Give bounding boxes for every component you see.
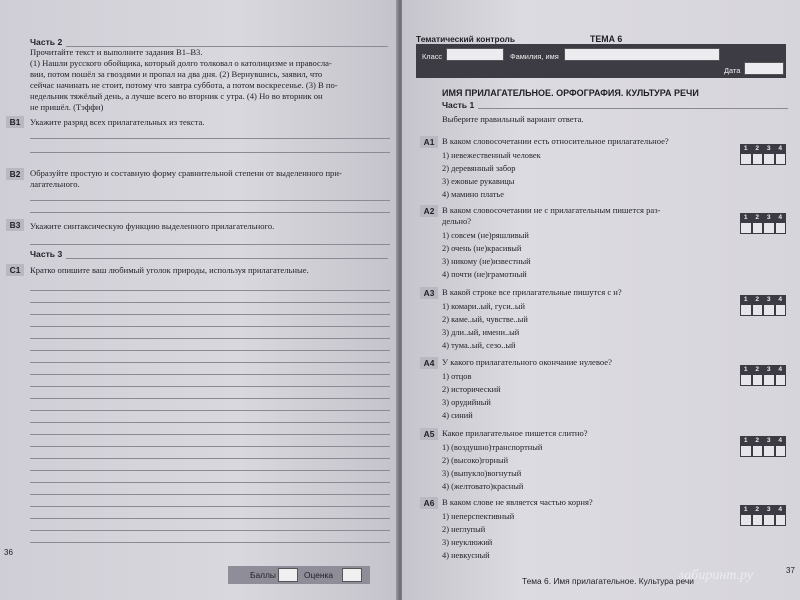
answer-grid [740, 295, 786, 317]
answer-digit: 4 [778, 366, 783, 373]
answer-digit: 4 [778, 214, 783, 221]
question-text: дельно? [442, 216, 472, 226]
answer-option[interactable]: 3) дли..ый, имени..ый [442, 328, 520, 337]
answer-option[interactable]: 1) неперспективный [442, 512, 515, 521]
question-tag: А4 [420, 357, 438, 369]
answer-digit: 4 [778, 437, 783, 444]
task-tag-b1: В1 [6, 116, 24, 128]
answer-cell[interactable] [764, 446, 774, 456]
answer-grid [740, 144, 786, 166]
answer-option[interactable]: 2) очень (не)красивый [442, 244, 522, 253]
score-box[interactable] [278, 568, 298, 582]
answer-line [30, 350, 390, 351]
answer-line [30, 506, 390, 507]
passage-line: сейчас начинать не стоит, потому что завтра суббота, а потом воскресенье. (3) В по- [30, 80, 338, 90]
answer-cell[interactable] [753, 515, 763, 525]
grade-box[interactable] [342, 568, 362, 582]
answer-option[interactable]: 4) синий [442, 411, 473, 420]
answer-option[interactable]: 1) (воздушно)транспортный [442, 443, 543, 452]
page-title: ИМЯ ПРИЛАГАТЕЛЬНОЕ. ОРФОГРАФИЯ. КУЛЬТУРА РЕЧИ [442, 88, 699, 98]
question-tag: А6 [420, 497, 438, 509]
answer-line [30, 542, 390, 543]
watermark: лабиринт.ру [678, 568, 754, 583]
answer-digit: 2 [755, 296, 760, 303]
answer-digit: 1 [743, 296, 748, 303]
answer-cell[interactable] [764, 515, 774, 525]
answer-cell[interactable] [764, 154, 774, 164]
answer-option[interactable]: 3) ежовые рукавицы [442, 177, 515, 186]
answer-digit: 2 [755, 145, 760, 152]
question-text: В каком словосочетании есть относительное прилагательное? [442, 136, 669, 146]
answer-cell[interactable] [764, 305, 774, 315]
date-field[interactable] [744, 62, 784, 75]
question-text: У какого прилагательного окончание нулевое? [442, 357, 612, 367]
question-tag: А1 [420, 136, 438, 148]
passage-line: не пришёл. (Тэффи) [30, 102, 104, 112]
answer-line [30, 434, 390, 435]
answer-cell[interactable] [776, 154, 786, 164]
answer-line [30, 446, 390, 447]
answer-cell[interactable] [764, 375, 774, 385]
answer-line [30, 518, 390, 519]
task-b2-line: Образуйте простую и составную форму сравнительной степени от выделенного при- [30, 168, 342, 178]
answer-digit: 4 [778, 296, 783, 303]
answer-line [30, 338, 390, 339]
answer-cell[interactable] [753, 154, 763, 164]
answer-option[interactable]: 3) орудийный [442, 398, 491, 407]
answer-digit: 3 [766, 366, 771, 373]
answer-cell[interactable] [741, 375, 751, 385]
answer-digit: 1 [743, 366, 748, 373]
part3-heading: Часть 3 [30, 249, 63, 259]
answer-option[interactable]: 4) невкусный [442, 551, 490, 560]
answer-option[interactable]: 3) (выпукло)вогнутый [442, 469, 522, 478]
answer-option[interactable]: 2) исторический [442, 385, 501, 394]
answer-line [30, 152, 390, 153]
question-tag: А3 [420, 287, 438, 299]
answer-digit: 4 [778, 506, 783, 513]
answer-digit: 3 [766, 437, 771, 444]
answer-digit: 1 [743, 214, 748, 221]
answer-digit: 2 [755, 214, 760, 221]
answer-option[interactable]: 2) неглупый [442, 525, 486, 534]
name-field[interactable] [564, 48, 720, 61]
answer-digit: 4 [778, 145, 783, 152]
grade-label: Оценка [304, 570, 334, 580]
answer-line [30, 200, 390, 201]
question-text: В каком слове не является частью корня? [442, 497, 593, 507]
answer-option[interactable]: 1) комари..ый, гуси..ый [442, 302, 525, 311]
answer-option[interactable]: 3) никому (не)известный [442, 257, 531, 266]
answer-digit: 3 [766, 145, 771, 152]
control-label: Тематический контроль [416, 34, 515, 44]
answer-line [30, 494, 390, 495]
answer-digit: 2 [755, 437, 760, 444]
passage-line: (1) Нашли русского обойщика, который долго толковал о католицизме и правосла- [30, 58, 332, 68]
theme-label: ТЕМА 6 [590, 34, 623, 44]
divider [478, 108, 788, 109]
answer-option[interactable]: 4) тума..ый, сезо..ый [442, 341, 516, 350]
task-b3-text: Укажите синтаксическую функцию выделенного прилагательного. [30, 221, 275, 231]
task-b1-text: Укажите разряд всех прилагательных из текста. [30, 117, 205, 127]
answer-cell[interactable] [753, 375, 763, 385]
answer-cell[interactable] [753, 305, 763, 315]
right-page [402, 0, 800, 600]
answer-line [30, 212, 390, 213]
answer-cell[interactable] [776, 446, 786, 456]
answer-line [30, 374, 390, 375]
answer-line [30, 458, 390, 459]
task-tag-c1: С1 [6, 264, 24, 276]
answer-digit: 1 [743, 506, 748, 513]
answer-option[interactable]: 1) отцов [442, 372, 472, 381]
class-field[interactable] [446, 48, 504, 61]
answer-grid [740, 436, 786, 458]
task-tag-b2: В2 [6, 168, 24, 180]
answer-line [30, 302, 390, 303]
question-text: В каком словосочетании не с прилагательным пишется раз- [442, 205, 661, 215]
passage-line: недельник тяжёлый день, а лучше всего во вторник с утра. (4) Но во вторник он [30, 91, 323, 101]
answer-line [30, 530, 390, 531]
task-tag-b3: В3 [6, 219, 24, 231]
answer-digit: 3 [766, 296, 771, 303]
page-number: 36 [4, 548, 13, 557]
divider [66, 258, 388, 259]
answer-option[interactable]: 2) деревянный забор [442, 164, 516, 173]
answer-line [30, 386, 390, 387]
passage-line: вии, потом пошёл за гвоздями и пропал на два дня. (2) Вернувшись, заявил, что [30, 69, 323, 79]
answer-option[interactable]: 4) (желтовато)красный [442, 482, 524, 491]
answer-cell[interactable] [741, 223, 751, 233]
name-label: Фамилия, имя [510, 52, 559, 61]
question-text: Какое прилагательное пишется слитно? [442, 428, 588, 438]
page-number: 37 [786, 566, 795, 575]
answer-cell[interactable] [776, 223, 786, 233]
answer-line [30, 362, 390, 363]
left-page [0, 0, 398, 600]
answer-line [30, 470, 390, 471]
answer-digit: 3 [766, 506, 771, 513]
answer-line [30, 326, 390, 327]
question-text: В какой строке все прилагательные пишутся с н? [442, 287, 622, 297]
answer-line [30, 422, 390, 423]
answer-line [30, 398, 390, 399]
answer-option[interactable]: 2) (высоко)горный [442, 456, 509, 465]
answer-cell[interactable] [764, 223, 774, 233]
answer-cell[interactable] [741, 446, 751, 456]
answer-grid [740, 365, 786, 387]
part1-heading: Часть 1 [442, 100, 475, 110]
answer-line [30, 410, 390, 411]
answer-option[interactable]: 2) каме..ый, чувстве..ый [442, 315, 528, 324]
answer-digit: 1 [743, 145, 748, 152]
answer-digit: 2 [755, 366, 760, 373]
answer-grid [740, 505, 786, 527]
answer-cell[interactable] [776, 305, 786, 315]
date-label: Дата [724, 66, 741, 75]
part2-heading: Часть 2 [30, 37, 63, 47]
task-b2-line: лагательного. [30, 179, 80, 189]
answer-cell[interactable] [753, 446, 763, 456]
passage [30, 58, 390, 113]
score-label: Баллы [250, 570, 276, 580]
answer-option[interactable]: 3) неуклюжий [442, 538, 493, 547]
answer-cell[interactable] [776, 515, 786, 525]
answer-grid [740, 213, 786, 235]
answer-line [30, 314, 390, 315]
part2-instruction: Прочитайте текст и выполните задания В1–В3. [30, 47, 203, 57]
answer-option[interactable]: 4) почти (не)грамотный [442, 270, 527, 279]
answer-cell[interactable] [741, 305, 751, 315]
question-tag: А5 [420, 428, 438, 440]
answer-line [30, 290, 390, 291]
task-b2-text [30, 168, 390, 190]
answer-digit: 1 [743, 437, 748, 444]
class-label: Класс [422, 52, 443, 61]
footer-text: Тема 6. Имя прилагательное. Культура речи [522, 576, 694, 586]
answer-cell[interactable] [741, 515, 751, 525]
answer-cell[interactable] [741, 154, 751, 164]
answer-cell[interactable] [753, 223, 763, 233]
answer-option[interactable]: 1) невежественный человек [442, 151, 541, 160]
answer-digit: 2 [755, 506, 760, 513]
answer-cell[interactable] [776, 375, 786, 385]
answer-digit: 3 [766, 214, 771, 221]
answer-line [30, 244, 390, 245]
answer-line [30, 138, 390, 139]
question-tag: А2 [420, 205, 438, 217]
answer-line [30, 482, 390, 483]
answer-option[interactable]: 4) мамино платье [442, 190, 504, 199]
part1-instruction: Выберите правильный вариант ответа. [442, 114, 584, 124]
task-c1-text: Кратко опишите ваш любимый уголок природы, используя прилагательные. [30, 265, 309, 275]
answer-option[interactable]: 1) совсем (не)ряшливый [442, 231, 529, 240]
